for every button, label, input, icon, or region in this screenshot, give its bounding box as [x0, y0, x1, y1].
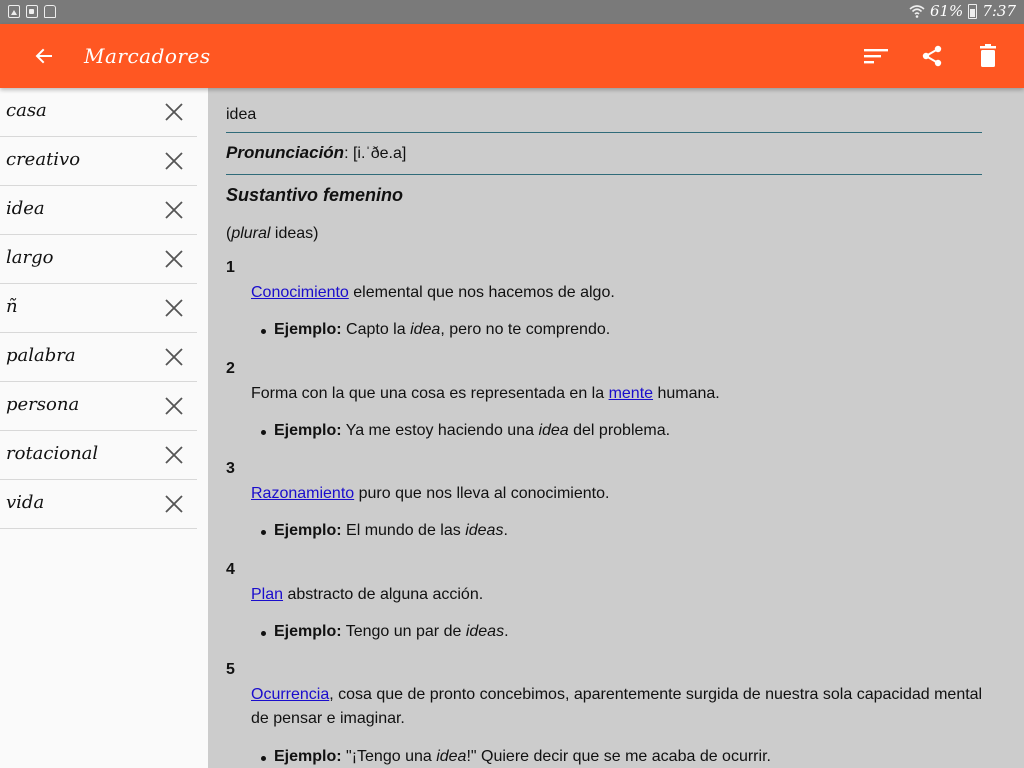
plural-value: ideas) — [274, 225, 319, 242]
remove-bookmark-button[interactable] — [162, 345, 186, 369]
delete-all-button[interactable] — [972, 40, 1004, 72]
sense-number: 1 — [226, 259, 235, 276]
example-text: El mundo de las — [346, 522, 466, 539]
bookmark-label: ñ — [6, 296, 18, 317]
definition-text: humana. — [653, 385, 720, 402]
share-icon — [920, 44, 944, 68]
system-status — [909, 2, 1016, 20]
app-bar — [0, 24, 1024, 88]
close-icon — [164, 151, 184, 171]
example-label: Ejemplo: — [274, 623, 342, 640]
example-text: . — [504, 623, 509, 640]
bookmark-label: persona — [6, 394, 80, 415]
example-text: "¡Tengo una — [346, 748, 437, 765]
battery-percent: 61% — [929, 2, 964, 20]
example-label: Ejemplo: — [274, 422, 342, 439]
sense-definition — [251, 583, 991, 607]
bookmark-item[interactable] — [0, 382, 197, 431]
pronunciation-label: Pronunciación — [226, 143, 345, 162]
back-button[interactable] — [28, 40, 60, 72]
example-item — [274, 422, 670, 440]
definition-link[interactable]: Razonamiento — [251, 485, 355, 502]
definition-text: puro que nos lleva al conocimiento. — [354, 485, 610, 502]
pronunciation — [226, 143, 406, 163]
definition-link[interactable]: Plan — [251, 586, 284, 603]
plural-form — [226, 225, 319, 243]
bookmark-label: palabra — [6, 345, 76, 366]
remove-bookmark-button[interactable] — [162, 149, 186, 173]
close-icon — [164, 298, 184, 318]
notification-icons — [8, 5, 56, 18]
remove-bookmark-button[interactable] — [162, 492, 186, 516]
example-label: Ejemplo: — [274, 748, 342, 765]
car-notification-icon — [44, 5, 56, 18]
pronunciation-separator: : — [344, 145, 349, 162]
close-icon — [164, 347, 184, 367]
close-icon — [164, 200, 184, 220]
close-icon — [164, 102, 184, 122]
close-icon — [164, 396, 184, 416]
remove-bookmark-button[interactable] — [162, 443, 186, 467]
example-label: Ejemplo: — [274, 321, 342, 338]
bookmark-label: casa — [6, 100, 47, 121]
arrow-back-icon — [34, 46, 54, 66]
status-bar — [0, 0, 1024, 24]
page-title: Marcadores — [84, 44, 211, 68]
remove-bookmark-button[interactable] — [162, 247, 186, 271]
sort-icon — [863, 47, 889, 65]
close-icon — [164, 494, 184, 514]
wifi-icon — [909, 3, 925, 19]
bookmark-label: vida — [6, 492, 45, 513]
bookmark-item[interactable] — [0, 137, 197, 186]
trash-icon — [978, 44, 998, 68]
entry-panel — [208, 88, 1024, 768]
remove-bookmark-button[interactable] — [162, 198, 186, 222]
bookmark-label: creativo — [6, 149, 81, 170]
example-item — [274, 522, 508, 540]
plural-open: ( — [226, 225, 232, 242]
example-text: Tengo un par de — [345, 623, 466, 640]
example-emphasis: idea — [538, 422, 569, 439]
example-text: !" Quiere decir que se me acaba de ocurrir. — [466, 748, 771, 765]
sense-number: 3 — [226, 460, 235, 477]
divider — [226, 132, 982, 133]
definition-text: Forma con la que una cosa es representada en la — [251, 385, 609, 402]
entry-headword: idea — [226, 106, 257, 123]
pronunciation-value: [i.ˈðe.a] — [352, 145, 407, 162]
definition-text: , cosa que de pronto concebimos, aparentemente surgida de nuestra sola capacidad mental de pensar e imaginar. — [251, 686, 983, 727]
definition-link[interactable]: Ocurrencia — [251, 686, 330, 703]
bookmark-item[interactable] — [0, 235, 197, 284]
example-item — [274, 748, 771, 766]
example-emphasis: idea — [436, 748, 467, 765]
plural-label: plural — [231, 225, 271, 242]
definition-text: elemental que nos hacemos de algo. — [348, 284, 615, 301]
bookmark-list — [0, 88, 197, 529]
bookmarks-sidebar — [0, 88, 208, 768]
example-text: Capto la — [346, 321, 411, 338]
sense-number: 5 — [226, 661, 235, 678]
bookmark-label: rotacional — [6, 443, 99, 464]
bookmark-item[interactable] — [0, 333, 197, 382]
example-emphasis: idea — [410, 321, 441, 338]
remove-bookmark-button[interactable] — [162, 100, 186, 124]
part-of-speech: Sustantivo femenino — [226, 185, 404, 205]
bookmark-label: largo — [6, 247, 54, 268]
bookmark-item[interactable] — [0, 431, 197, 480]
close-icon — [164, 445, 184, 465]
example-text: Ya me estoy haciendo una — [345, 422, 539, 439]
lock-notification-icon — [26, 5, 38, 18]
remove-bookmark-button[interactable] — [162, 394, 186, 418]
sort-button[interactable] — [860, 40, 892, 72]
definition-link[interactable]: mente — [608, 385, 654, 402]
bookmark-item[interactable] — [0, 186, 197, 235]
bookmark-item[interactable] — [0, 480, 197, 529]
sense-number: 2 — [226, 360, 235, 377]
sense-definition — [251, 281, 991, 305]
battery-icon — [968, 4, 977, 19]
sense-definition — [251, 382, 991, 406]
bookmark-item[interactable] — [0, 88, 197, 137]
example-text: , pero no te comprendo. — [440, 321, 611, 338]
sense-definition — [251, 482, 991, 506]
example-item — [274, 321, 610, 339]
example-item — [274, 623, 509, 641]
clock: 7:37 — [982, 2, 1016, 20]
example-text: . — [503, 522, 508, 539]
toolbar-actions — [860, 40, 1004, 72]
example-emphasis: ideas — [465, 522, 504, 539]
bookmark-label: idea — [6, 198, 45, 219]
share-button[interactable] — [916, 40, 948, 72]
remove-bookmark-button[interactable] — [162, 296, 186, 320]
gallery-notification-icon — [8, 5, 20, 18]
sense-number: 4 — [226, 561, 235, 578]
definition-text: abstracto de alguna acción. — [283, 586, 484, 603]
example-text: del problema. — [568, 422, 671, 439]
definition-link[interactable]: Conocimiento — [251, 284, 349, 301]
example-emphasis: ideas — [465, 623, 505, 640]
divider — [226, 174, 982, 175]
bookmark-item[interactable] — [0, 284, 197, 333]
example-label: Ejemplo: — [274, 522, 342, 539]
close-icon — [164, 249, 184, 269]
sense-definition — [251, 683, 991, 731]
